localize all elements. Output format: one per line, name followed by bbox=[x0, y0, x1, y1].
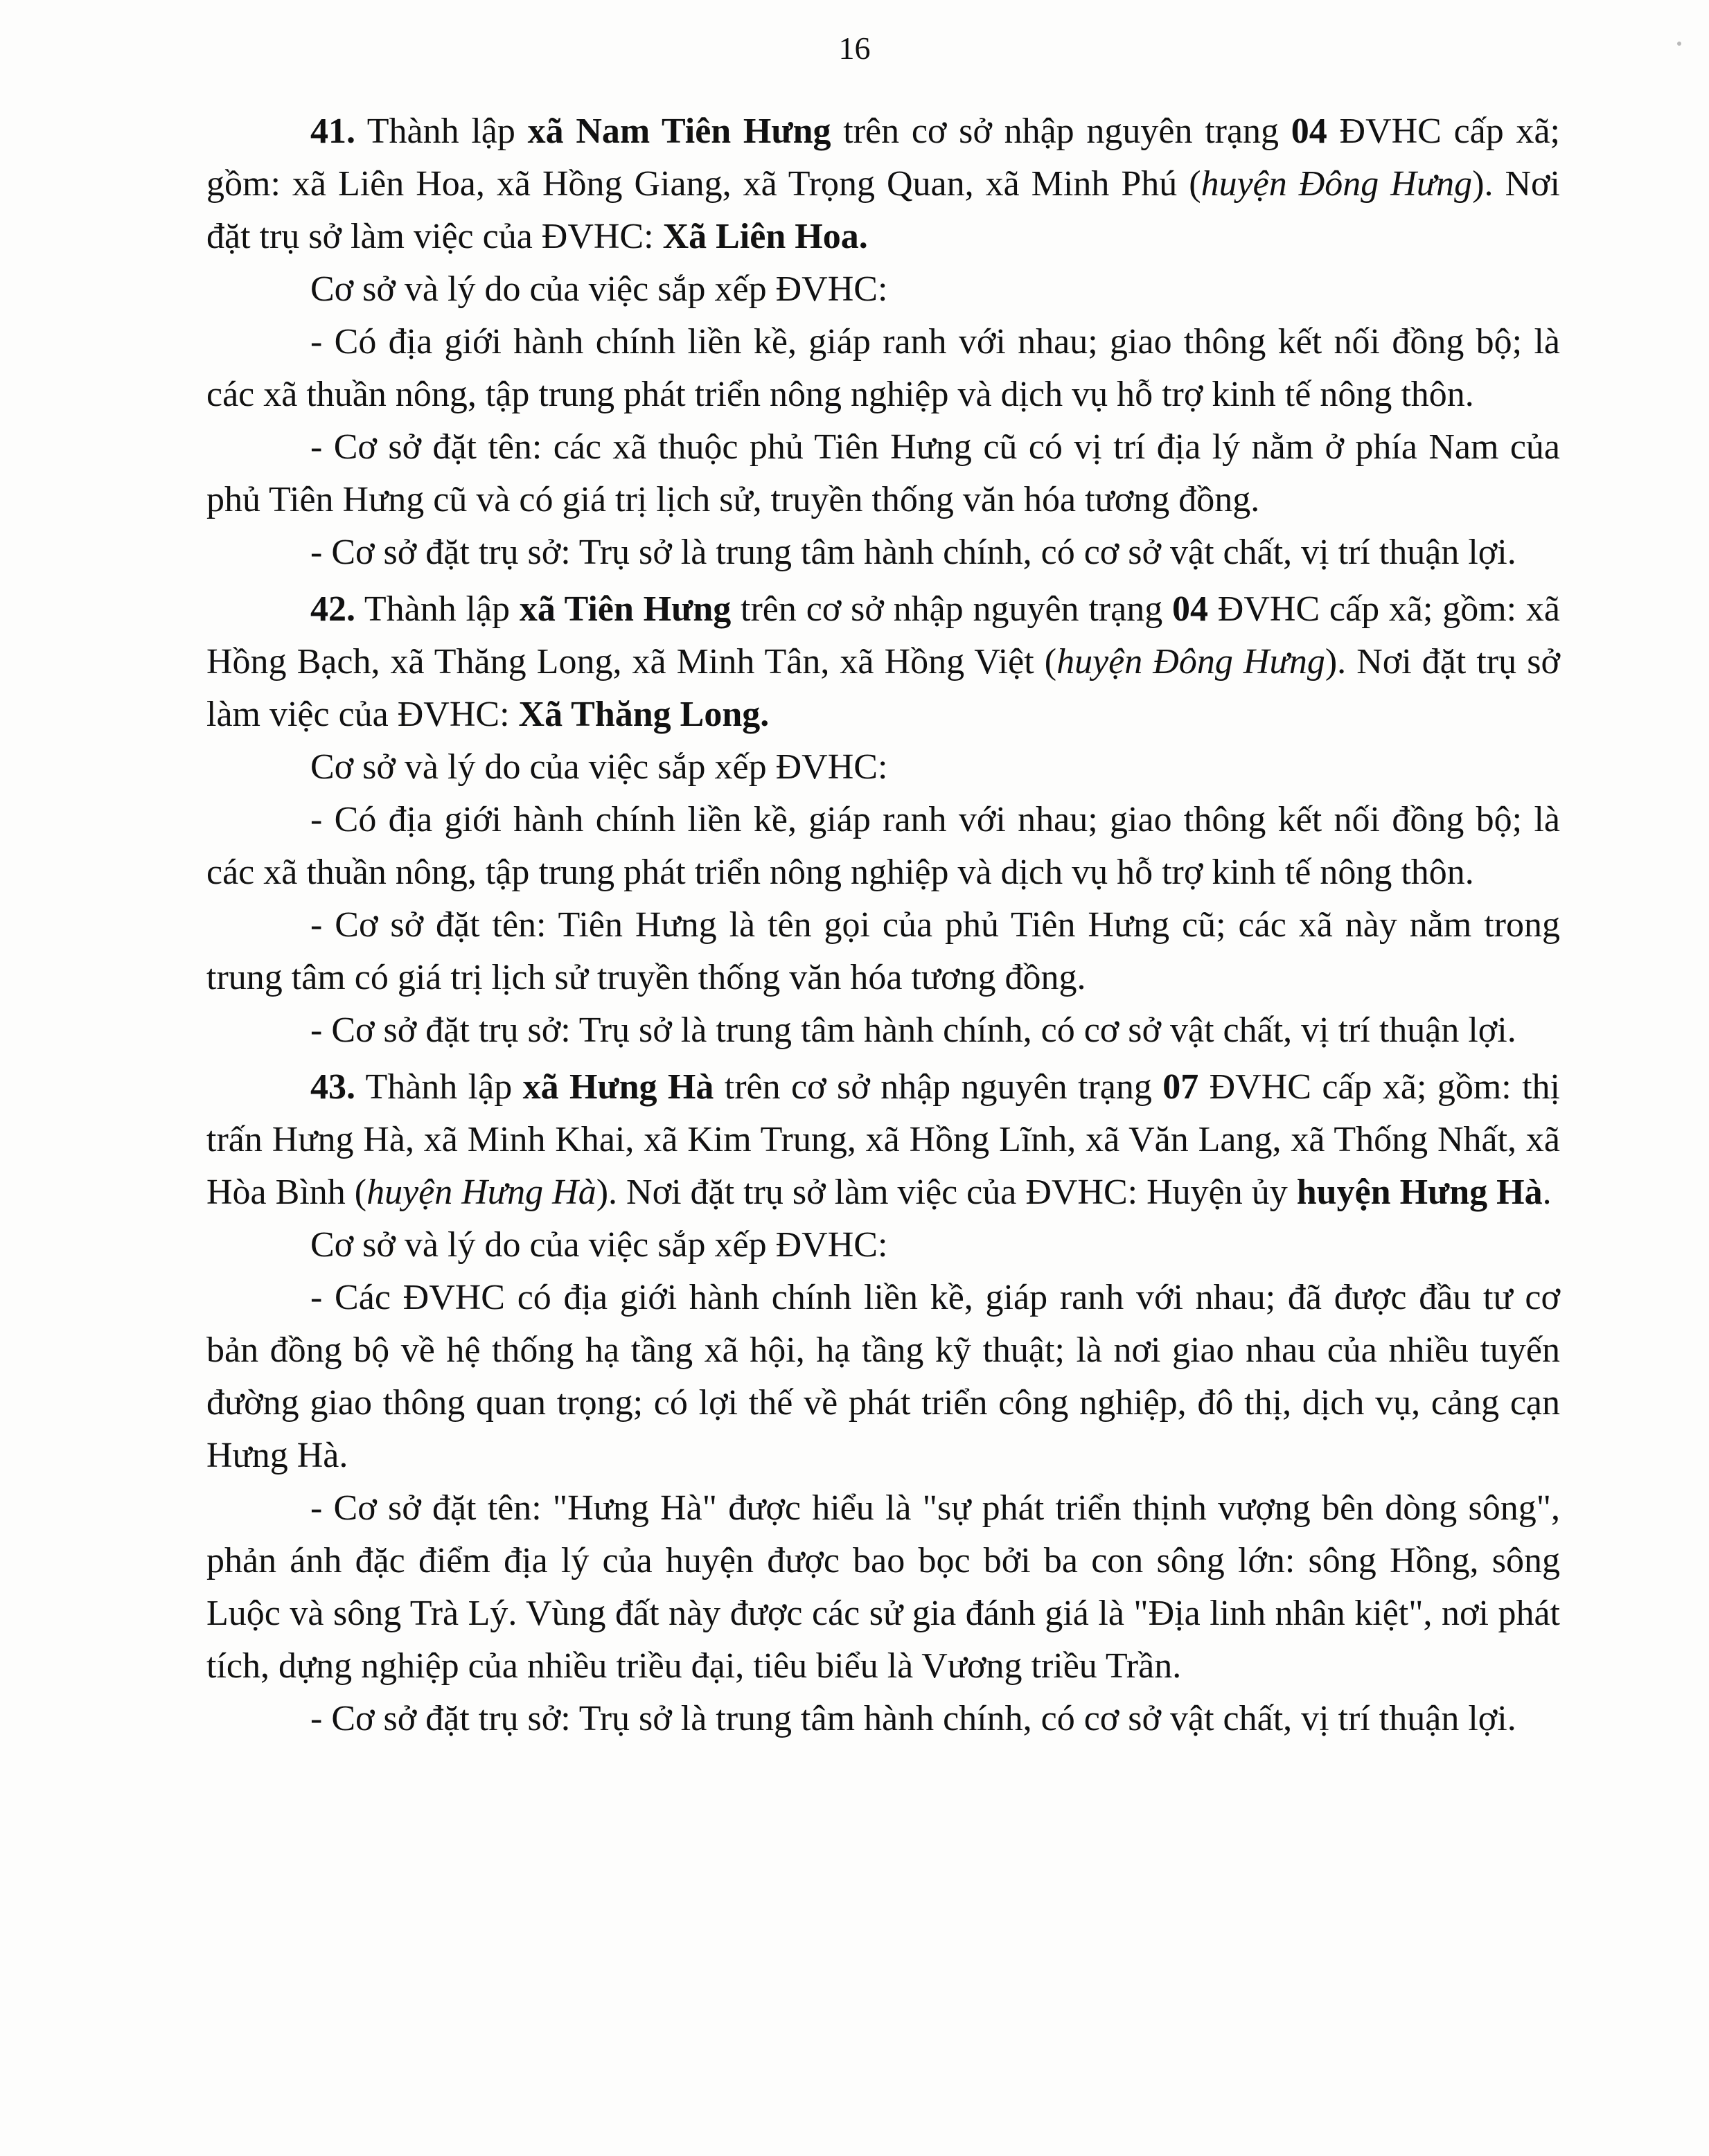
reason-item: - Cơ sở đặt trụ sở: Trụ sở là trung tâm hành chính, có cơ sở vật chất, vị trí thuận lợi. bbox=[310, 1699, 1516, 1738]
article-number: 41. bbox=[310, 112, 355, 151]
reason-heading: Cơ sở và lý do của việc sắp xếp ĐVHC: bbox=[310, 269, 888, 309]
article-number: 43. bbox=[310, 1067, 355, 1107]
unit-count: 07 bbox=[1162, 1067, 1199, 1107]
article-41-paragraph: 41. Thành lập xã Nam Tiên Hưng trên cơ sở nhập nguyên trạng 04 ĐVHC cấp xã; gồm: xã Liên Hoa, xã Hồng Giang, xã Trọng Quan, xã Minh Phú (huyện Đông Hưng). Nơi đặt trụ sở làm việc của ĐVHC: Xã Liên Hoa. bbox=[206, 112, 1560, 256]
page-number: 16 bbox=[838, 30, 871, 66]
reason-item: - Có địa giới hành chính liền kề, giáp ranh với nhau; giao thông kết nối đồng bộ; là các xã thuần nông, tập trung phát triển nông nghiệp và dịch vụ hỗ trợ kinh tế nông thôn. bbox=[206, 800, 1560, 892]
article-43-paragraph: 43. Thành lập xã Hưng Hà trên cơ sở nhập nguyên trạng 07 ĐVHC cấp xã; gồm: thị trấn Hưng Hà, xã Minh Khai, xã Kim Trung, xã Hồng Lĩnh, xã Văn Lang, xã Thống Nhất, xã Hòa Bình (huyện Hưng Hà). Nơi đặt trụ sở làm việc của ĐVHC: Huyện ủy huyện Hưng Hà. bbox=[206, 1067, 1560, 1212]
unit-count: 04 bbox=[1172, 589, 1208, 629]
article-number: 42. bbox=[310, 589, 355, 629]
reason-item: - Cơ sở đặt tên: Tiên Hưng là tên gọi của phủ Tiên Hưng cũ; các xã này nằm trong trung tâm có giá trị lịch sử truyền thống văn hóa tương đồng. bbox=[206, 905, 1560, 997]
document-body bbox=[206, 105, 1560, 1745]
reason-item: - Cơ sở đặt trụ sở: Trụ sở là trung tâm hành chính, có cơ sở vật chất, vị trí thuận lợi. bbox=[310, 533, 1516, 572]
district-name: huyện Hưng Hà bbox=[366, 1173, 596, 1212]
reason-item: - Các ĐVHC có địa giới hành chính liền kề, giáp ranh với nhau; đã được đầu tư cơ bản đồng bộ về hệ thống hạ tầng xã hội, hạ tầng kỹ thuật; là nơi giao nhau của nhiều tuyến đường giao thông quan trọng; có lợi thế về phát triển công nghiệp, đô thị, dịch vụ, cảng cạn Hưng Hà. bbox=[206, 1278, 1560, 1475]
headquarters-name: huyện Hưng Hà bbox=[1296, 1173, 1543, 1212]
reason-heading: Cơ sở và lý do của việc sắp xếp ĐVHC: bbox=[310, 1225, 888, 1265]
article-42-paragraph: 42. Thành lập xã Tiên Hưng trên cơ sở nhập nguyên trạng 04 ĐVHC cấp xã; gồm: xã Hồng Bạch, xã Thăng Long, xã Minh Tân, xã Hồng Việt (huyện Đông Hưng). Nơi đặt trụ sở làm việc của ĐVHC: Xã Thăng Long. bbox=[206, 589, 1560, 734]
reason-item: - Cơ sở đặt tên: các xã thuộc phủ Tiên Hưng cũ có vị trí địa lý nằm ở phía Nam của phủ Tiên Hưng cũ và có giá trị lịch sử, truyền thống văn hóa tương đồng. bbox=[206, 427, 1560, 519]
commune-name: xã Tiên Hưng bbox=[519, 589, 732, 629]
district-name: huyện Đông Hưng bbox=[1201, 164, 1473, 204]
unit-count: 04 bbox=[1291, 112, 1327, 151]
commune-name: xã Nam Tiên Hưng bbox=[527, 112, 831, 151]
reason-item: - Cơ sở đặt tên: "Hưng Hà" được hiểu là "sự phát triển thịnh vượng bên dòng sông", phản ánh đặc điểm địa lý của huyện được bao bọc bởi ba con sông lớn: sông Hồng, sông Luộc và sông Trà Lý. Vùng đất này được các sử gia đánh giá là "Địa linh nhân kiệt", nơi phát tích, dựng nghiệp của nhiều triều đại, tiêu biểu là Vương triều Trần. bbox=[206, 1488, 1560, 1686]
district-name: huyện Đông Hưng bbox=[1056, 642, 1325, 681]
reason-item: - Cơ sở đặt trụ sở: Trụ sở là trung tâm hành chính, có cơ sở vật chất, vị trí thuận lợi. bbox=[310, 1010, 1516, 1050]
reason-heading: Cơ sở và lý do của việc sắp xếp ĐVHC: bbox=[310, 747, 888, 787]
commune-name: xã Hưng Hà bbox=[522, 1067, 714, 1107]
reason-item: - Có địa giới hành chính liền kề, giáp ranh với nhau; giao thông kết nối đồng bộ; là các xã thuần nông, tập trung phát triển nông nghiệp và dịch vụ hỗ trợ kinh tế nông thôn. bbox=[206, 322, 1560, 414]
headquarters-name: Xã Thăng Long. bbox=[518, 695, 770, 734]
headquarters-name: Xã Liên Hoa. bbox=[662, 217, 868, 256]
